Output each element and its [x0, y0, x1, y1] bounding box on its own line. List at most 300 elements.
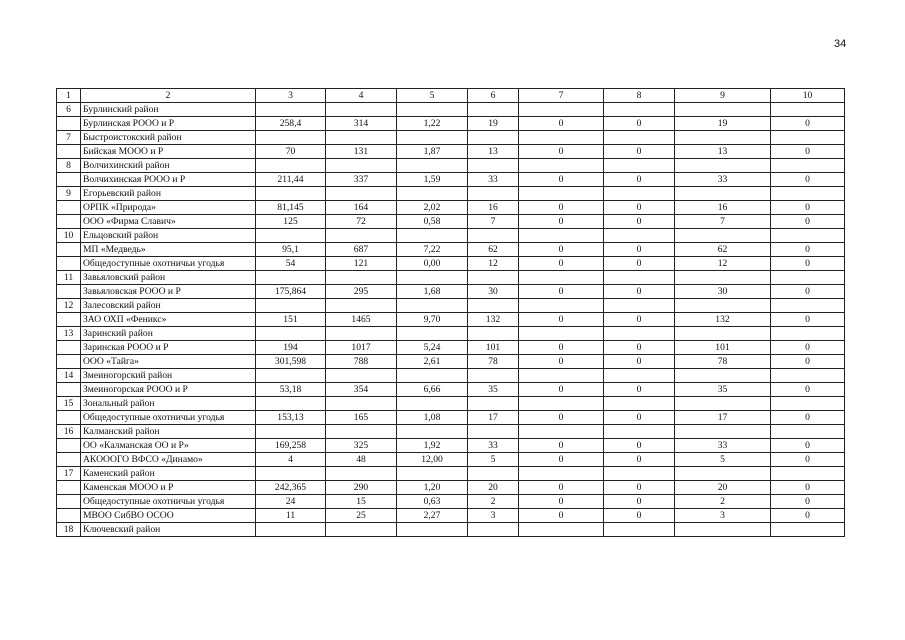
entity-name-cell: МВОО СибВО ОСОО — [81, 509, 256, 523]
value-cell: 30 — [468, 285, 519, 299]
value-cell: 0 — [771, 481, 845, 495]
district-row — [57, 327, 845, 341]
value-cell: 0 — [519, 411, 604, 425]
entity-name-cell: ЗАО ОХП «Феникс» — [81, 313, 256, 327]
value-cell: 1465 — [326, 313, 397, 327]
value-cell: 17 — [675, 411, 771, 425]
value-cell — [675, 131, 771, 145]
value-cell: 6,66 — [397, 383, 468, 397]
entity-name-cell: Каменская МООО и Р — [81, 481, 256, 495]
value-cell: 0 — [604, 145, 675, 159]
value-cell: 0 — [519, 481, 604, 495]
entity-name-cell: Змеиногорская РООО и Р — [81, 383, 256, 397]
value-cell: 0 — [604, 117, 675, 131]
table-row — [57, 215, 845, 229]
row-number-cell — [57, 453, 81, 467]
district-name-cell: Каменский район — [81, 467, 256, 481]
value-cell: 12 — [468, 257, 519, 271]
district-row — [57, 159, 845, 173]
district-row — [57, 369, 845, 383]
value-cell: 2,61 — [397, 355, 468, 369]
value-cell — [256, 159, 326, 173]
value-cell: 354 — [326, 383, 397, 397]
district-row — [57, 103, 845, 117]
value-cell: 70 — [256, 145, 326, 159]
district-row — [57, 299, 845, 313]
row-number-cell — [57, 285, 81, 299]
row-number-cell: 6 — [57, 103, 81, 117]
table-row — [57, 383, 845, 397]
header-cell: 4 — [326, 89, 397, 103]
value-cell — [326, 187, 397, 201]
table-row — [57, 341, 845, 355]
value-cell — [519, 523, 604, 537]
value-cell — [771, 271, 845, 285]
value-cell: 25 — [326, 509, 397, 523]
value-cell — [771, 369, 845, 383]
value-cell — [468, 299, 519, 313]
value-cell: 0 — [604, 355, 675, 369]
value-cell: 151 — [256, 313, 326, 327]
value-cell: 72 — [326, 215, 397, 229]
value-cell: 13 — [468, 145, 519, 159]
value-cell — [397, 299, 468, 313]
value-cell: 5,24 — [397, 341, 468, 355]
value-cell — [519, 369, 604, 383]
value-cell: 153,13 — [256, 411, 326, 425]
value-cell — [771, 229, 845, 243]
page-number: 34 — [834, 38, 847, 50]
value-cell — [397, 327, 468, 341]
district-name-cell: Ельцовский район — [81, 229, 256, 243]
row-number-cell — [57, 509, 81, 523]
value-cell: 337 — [326, 173, 397, 187]
value-cell: 0 — [519, 215, 604, 229]
district-name-cell: Залесовский район — [81, 299, 256, 313]
row-number-cell — [57, 201, 81, 215]
value-cell: 15 — [326, 495, 397, 509]
district-name-cell: Змеиногорский район — [81, 369, 256, 383]
value-cell: 0 — [771, 145, 845, 159]
value-cell: 0 — [604, 243, 675, 257]
table-row — [57, 439, 845, 453]
table-row — [57, 145, 845, 159]
value-cell: 1017 — [326, 341, 397, 355]
value-cell: 62 — [675, 243, 771, 257]
value-cell: 0 — [604, 439, 675, 453]
value-cell: 12 — [675, 257, 771, 271]
value-cell: 0 — [519, 383, 604, 397]
district-name-cell: Калманский район — [81, 425, 256, 439]
value-cell — [771, 131, 845, 145]
value-cell — [468, 327, 519, 341]
value-cell — [604, 467, 675, 481]
value-cell: 0 — [771, 215, 845, 229]
value-cell: 5 — [468, 453, 519, 467]
value-cell — [771, 103, 845, 117]
value-cell: 0 — [519, 285, 604, 299]
value-cell — [771, 425, 845, 439]
value-cell: 295 — [326, 285, 397, 299]
value-cell: 95,1 — [256, 243, 326, 257]
value-cell: 0 — [604, 173, 675, 187]
value-cell — [604, 425, 675, 439]
hunting-grounds-table — [56, 88, 845, 537]
district-row — [57, 467, 845, 481]
value-cell: 4 — [256, 453, 326, 467]
value-cell: 290 — [326, 481, 397, 495]
value-cell: 125 — [256, 215, 326, 229]
value-cell — [604, 299, 675, 313]
entity-name-cell: ООО «Тайга» — [81, 355, 256, 369]
table-row — [57, 453, 845, 467]
value-cell — [604, 131, 675, 145]
value-cell — [397, 523, 468, 537]
value-cell — [675, 397, 771, 411]
value-cell: 301,598 — [256, 355, 326, 369]
value-cell: 0,00 — [397, 257, 468, 271]
value-cell — [326, 397, 397, 411]
value-cell — [468, 187, 519, 201]
value-cell: 314 — [326, 117, 397, 131]
header-cell: 10 — [771, 89, 845, 103]
value-cell: 16 — [675, 201, 771, 215]
value-cell: 0 — [771, 243, 845, 257]
row-number-cell — [57, 355, 81, 369]
value-cell — [397, 187, 468, 201]
value-cell: 24 — [256, 495, 326, 509]
value-cell: 0 — [604, 313, 675, 327]
value-cell: 101 — [468, 341, 519, 355]
value-cell: 0,63 — [397, 495, 468, 509]
header-cell: 6 — [468, 89, 519, 103]
value-cell: 19 — [675, 117, 771, 131]
entity-name-cell: Общедоступные охотничьи угодья — [81, 411, 256, 425]
value-cell: 16 — [468, 201, 519, 215]
table-row — [57, 201, 845, 215]
value-cell — [326, 131, 397, 145]
value-cell: 5 — [675, 453, 771, 467]
table-row — [57, 173, 845, 187]
value-cell: 0 — [771, 495, 845, 509]
value-cell — [468, 369, 519, 383]
value-cell: 0 — [771, 439, 845, 453]
value-cell: 687 — [326, 243, 397, 257]
value-cell: 2,02 — [397, 201, 468, 215]
entity-name-cell: Общедоступные охотничьи угодья — [81, 257, 256, 271]
value-cell: 2,27 — [397, 509, 468, 523]
value-cell — [256, 103, 326, 117]
value-cell: 2 — [468, 495, 519, 509]
value-cell: 175,864 — [256, 285, 326, 299]
value-cell: 81,145 — [256, 201, 326, 215]
row-number-cell: 14 — [57, 369, 81, 383]
value-cell: 165 — [326, 411, 397, 425]
value-cell — [771, 159, 845, 173]
value-cell — [604, 327, 675, 341]
value-cell: 1,87 — [397, 145, 468, 159]
entity-name-cell: Бийская МООО и Р — [81, 145, 256, 159]
value-cell: 0 — [604, 215, 675, 229]
value-cell: 0 — [519, 439, 604, 453]
value-cell: 164 — [326, 201, 397, 215]
table-body — [57, 89, 845, 537]
value-cell — [256, 187, 326, 201]
entity-name-cell: АКОООГО ВФСО «Динамо» — [81, 453, 256, 467]
value-cell: 13 — [675, 145, 771, 159]
value-cell — [771, 397, 845, 411]
district-name-cell: Быстроистокский район — [81, 131, 256, 145]
row-number-cell: 10 — [57, 229, 81, 243]
row-number-cell — [57, 481, 81, 495]
value-cell: 3 — [468, 509, 519, 523]
value-cell: 0,58 — [397, 215, 468, 229]
value-cell — [468, 425, 519, 439]
entity-name-cell: Общедоступные охотничьи угодья — [81, 495, 256, 509]
value-cell: 0 — [771, 341, 845, 355]
value-cell: 33 — [468, 173, 519, 187]
value-cell: 0 — [519, 145, 604, 159]
value-cell — [326, 271, 397, 285]
value-cell — [675, 425, 771, 439]
value-cell: 242,365 — [256, 481, 326, 495]
value-cell — [519, 327, 604, 341]
value-cell — [675, 103, 771, 117]
district-row — [57, 131, 845, 145]
value-cell: 0 — [604, 285, 675, 299]
entity-name-cell: Волчихинская РООО и Р — [81, 173, 256, 187]
district-row — [57, 187, 845, 201]
district-row — [57, 271, 845, 285]
value-cell — [397, 159, 468, 173]
value-cell — [771, 299, 845, 313]
row-number-cell: 9 — [57, 187, 81, 201]
value-cell: 0 — [771, 201, 845, 215]
value-cell: 0 — [519, 117, 604, 131]
value-cell — [256, 271, 326, 285]
value-cell: 0 — [604, 495, 675, 509]
row-number-cell: 11 — [57, 271, 81, 285]
value-cell — [256, 523, 326, 537]
value-cell — [675, 299, 771, 313]
district-row — [57, 425, 845, 439]
value-cell — [397, 467, 468, 481]
value-cell: 33 — [675, 439, 771, 453]
value-cell — [604, 103, 675, 117]
data-table-container — [56, 88, 845, 537]
value-cell: 0 — [604, 383, 675, 397]
value-cell — [326, 159, 397, 173]
row-number-cell — [57, 411, 81, 425]
value-cell: 0 — [604, 341, 675, 355]
value-cell: 53,18 — [256, 383, 326, 397]
value-cell — [468, 159, 519, 173]
value-cell: 1,22 — [397, 117, 468, 131]
value-cell: 0 — [771, 173, 845, 187]
value-cell: 35 — [468, 383, 519, 397]
entity-name-cell: Бурлинская РООО и Р — [81, 117, 256, 131]
row-number-cell — [57, 257, 81, 271]
value-cell — [604, 229, 675, 243]
table-row — [57, 495, 845, 509]
value-cell — [326, 299, 397, 313]
value-cell: 0 — [519, 453, 604, 467]
value-cell: 0 — [604, 201, 675, 215]
value-cell: 9,70 — [397, 313, 468, 327]
table-row — [57, 355, 845, 369]
value-cell — [256, 425, 326, 439]
value-cell: 20 — [675, 481, 771, 495]
table-row — [57, 509, 845, 523]
row-number-cell — [57, 383, 81, 397]
value-cell: 0 — [519, 257, 604, 271]
row-number-cell: 7 — [57, 131, 81, 145]
table-row — [57, 313, 845, 327]
value-cell — [468, 523, 519, 537]
value-cell — [604, 159, 675, 173]
entity-name-cell: Заринская РООО и Р — [81, 341, 256, 355]
value-cell — [519, 103, 604, 117]
value-cell: 7 — [675, 215, 771, 229]
value-cell — [397, 397, 468, 411]
value-cell: 20 — [468, 481, 519, 495]
value-cell: 7,22 — [397, 243, 468, 257]
value-cell: 0 — [604, 453, 675, 467]
value-cell — [675, 523, 771, 537]
value-cell — [326, 467, 397, 481]
value-cell — [397, 103, 468, 117]
value-cell: 131 — [326, 145, 397, 159]
district-name-cell: Завьяловский район — [81, 271, 256, 285]
value-cell: 211,44 — [256, 173, 326, 187]
value-cell: 169,258 — [256, 439, 326, 453]
value-cell: 0 — [771, 509, 845, 523]
value-cell: 0 — [604, 411, 675, 425]
value-cell: 0 — [771, 285, 845, 299]
row-number-cell — [57, 313, 81, 327]
header-cell: 2 — [81, 89, 256, 103]
value-cell — [519, 229, 604, 243]
district-row — [57, 229, 845, 243]
value-cell — [519, 397, 604, 411]
value-cell — [675, 159, 771, 173]
value-cell: 0 — [771, 411, 845, 425]
value-cell: 132 — [468, 313, 519, 327]
value-cell — [675, 327, 771, 341]
value-cell — [468, 397, 519, 411]
value-cell: 54 — [256, 257, 326, 271]
value-cell: 0 — [771, 453, 845, 467]
row-number-cell: 12 — [57, 299, 81, 313]
value-cell — [326, 229, 397, 243]
value-cell — [604, 271, 675, 285]
district-name-cell: Бурлинский район — [81, 103, 256, 117]
value-cell — [675, 229, 771, 243]
value-cell — [675, 467, 771, 481]
table-row — [57, 481, 845, 495]
value-cell: 325 — [326, 439, 397, 453]
value-cell — [675, 369, 771, 383]
value-cell — [604, 397, 675, 411]
value-cell — [326, 327, 397, 341]
value-cell — [326, 425, 397, 439]
value-cell — [604, 523, 675, 537]
value-cell: 1,59 — [397, 173, 468, 187]
entity-name-cell: ОРПК «Природа» — [81, 201, 256, 215]
entity-name-cell: Завьяловская РООО и Р — [81, 285, 256, 299]
value-cell: 33 — [468, 439, 519, 453]
district-row — [57, 523, 845, 537]
header-cell: 1 — [57, 89, 81, 103]
table-row — [57, 285, 845, 299]
value-cell — [771, 467, 845, 481]
value-cell — [519, 299, 604, 313]
value-cell — [326, 369, 397, 383]
value-cell: 0 — [519, 355, 604, 369]
value-cell: 11 — [256, 509, 326, 523]
value-cell: 30 — [675, 285, 771, 299]
value-cell: 0 — [519, 201, 604, 215]
header-cell: 5 — [397, 89, 468, 103]
value-cell: 0 — [604, 509, 675, 523]
value-cell — [519, 271, 604, 285]
header-cell: 7 — [519, 89, 604, 103]
value-cell: 0 — [519, 313, 604, 327]
district-name-cell: Ключевский район — [81, 523, 256, 537]
row-number-cell — [57, 243, 81, 257]
row-number-cell — [57, 117, 81, 131]
value-cell: 194 — [256, 341, 326, 355]
value-cell — [397, 131, 468, 145]
row-number-cell — [57, 439, 81, 453]
row-number-cell — [57, 341, 81, 355]
value-cell — [468, 271, 519, 285]
value-cell: 3 — [675, 509, 771, 523]
value-cell — [397, 271, 468, 285]
value-cell: 0 — [519, 341, 604, 355]
header-cell: 3 — [256, 89, 326, 103]
value-cell: 1,08 — [397, 411, 468, 425]
value-cell — [604, 369, 675, 383]
value-cell — [468, 131, 519, 145]
value-cell — [256, 327, 326, 341]
value-cell — [771, 523, 845, 537]
value-cell — [519, 159, 604, 173]
row-number-cell: 15 — [57, 397, 81, 411]
value-cell: 2 — [675, 495, 771, 509]
value-cell — [519, 187, 604, 201]
table-row — [57, 117, 845, 131]
value-cell: 101 — [675, 341, 771, 355]
value-cell: 12,00 — [397, 453, 468, 467]
value-cell — [397, 425, 468, 439]
value-cell — [519, 131, 604, 145]
district-name-cell: Волчихинский район — [81, 159, 256, 173]
table-row — [57, 243, 845, 257]
row-number-cell: 8 — [57, 159, 81, 173]
value-cell: 258,4 — [256, 117, 326, 131]
value-cell — [256, 467, 326, 481]
row-number-cell: 13 — [57, 327, 81, 341]
value-cell — [675, 271, 771, 285]
value-cell — [256, 299, 326, 313]
value-cell: 0 — [771, 313, 845, 327]
value-cell: 1,20 — [397, 481, 468, 495]
value-cell: 0 — [771, 117, 845, 131]
value-cell — [771, 327, 845, 341]
value-cell: 0 — [604, 481, 675, 495]
value-cell: 788 — [326, 355, 397, 369]
